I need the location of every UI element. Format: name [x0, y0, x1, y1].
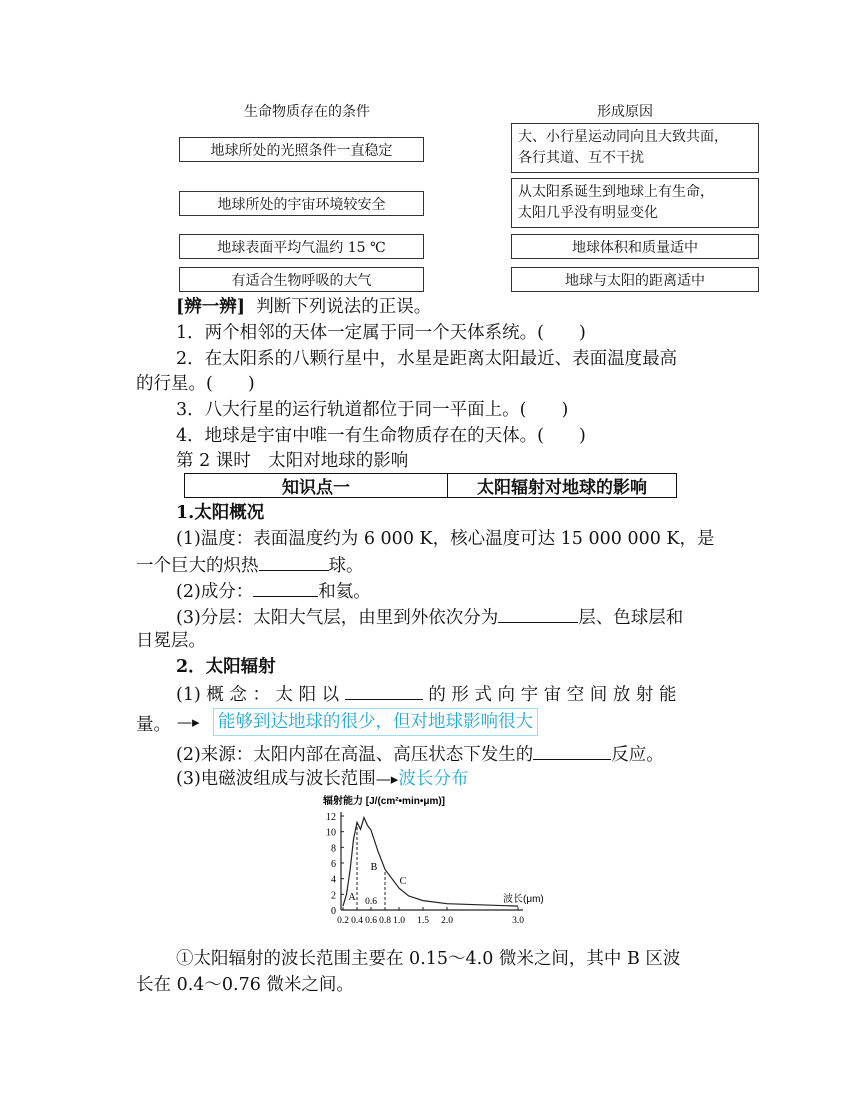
y-axis-label: 辐射能力 [J/(cm²•min•μm)] [323, 796, 446, 807]
fill-blank[interactable] [345, 681, 423, 700]
x-axis-label: 波长(μm) [503, 894, 544, 905]
judge-heading [176, 295, 431, 319]
right-header: 形成原因 [597, 104, 653, 120]
region-mark: 0.6 [365, 897, 377, 907]
x-tick-label: 0.2 [337, 916, 349, 926]
x-tick-label: 0.8 [379, 916, 391, 926]
text: (3)电磁波组成与波长范围 [176, 769, 376, 789]
text: 层、色球层和 [578, 608, 684, 628]
y-tick-label: 0 [331, 906, 336, 917]
x-tick-label: 1.5 [417, 916, 429, 926]
fill-blank[interactable] [533, 741, 611, 760]
reason-line: 从太阳系诞生到地球上有生命， [518, 184, 714, 200]
text: 的 形 式 向 宇 宙 空 间 放 射 能 [428, 685, 677, 705]
reason-box [511, 123, 759, 173]
radiation-chart [315, 788, 555, 938]
spectrum-curve [343, 818, 518, 907]
lesson-title: 第 2 课时 太阳对地球的影响 [176, 451, 409, 471]
judge-item: 1．两个相邻的天体一定属于同一个天体系统。( ) [176, 323, 586, 343]
text: (2)来源：太阳内部在高温、高压状态下发生的 [176, 745, 534, 765]
concept-line-cont: 量。 [136, 715, 171, 735]
reason-box: 地球体积和质量适中 [511, 234, 759, 259]
x-tick-label: 3.0 [512, 916, 524, 926]
y-tick-label: 4 [331, 874, 336, 886]
paragraph-cont: 长在 0.4～0.76 微米之间。 [136, 975, 354, 995]
y-tick-label: 10 [326, 827, 336, 839]
annotation-note: 能够到达地球的很少，但对地球影响很大 [213, 708, 538, 736]
x-tick-label: 1.0 [393, 916, 405, 926]
region-label: A [348, 892, 356, 903]
region-label: B [370, 862, 378, 873]
reason-box: 地球与太阳的距离适中 [511, 267, 759, 292]
reason-line: 大、小行星运动同向且大致共面， [518, 129, 728, 145]
fill-blank[interactable] [259, 552, 329, 571]
judge-intro: 判断下列说法的正误。 [256, 297, 432, 317]
section-title: 2．太阳辐射 [176, 657, 276, 677]
judge-tag: [辨一辨] [176, 297, 246, 317]
knowledge-point: 知识点一 [185, 474, 448, 497]
y-tick-label: 12 [326, 812, 336, 823]
x-tick-label: 0.6 [365, 916, 377, 926]
temperature-line: (1)温度：表面温度约为 6 000 K，核心温度可达 15 000 000 K，是 [176, 529, 715, 549]
fill-blank[interactable] [253, 578, 318, 597]
text: (2)成分： [176, 582, 254, 602]
y-tick-label: 8 [331, 843, 336, 855]
reason-line: 太阳几乎没有明显变化 [518, 205, 658, 221]
knowledge-table [184, 473, 677, 498]
reason-box [511, 178, 759, 228]
composition-line [176, 578, 371, 604]
y-tick-label: 2 [331, 890, 336, 902]
left-header: 生命物质存在的条件 [244, 104, 370, 120]
source-line [176, 741, 664, 767]
paragraph: ①太阳辐射的波长范围主要在 0.15～4.0 微米之间，其中 B 区波 [176, 949, 681, 969]
text: 一个巨大的炽热 [136, 556, 259, 576]
text: (1) 概 念 ： 太 阳 以 [176, 685, 340, 705]
text: 和氦。 [318, 582, 371, 602]
fill-blank[interactable] [498, 604, 578, 623]
temperature-line-cont [136, 552, 364, 578]
text: (3)分层：太阳大气层，由里到外依次分为 [176, 608, 499, 628]
condition-box: 有适合生物呼吸的大气 [179, 267, 424, 292]
arrow-right-icon: —▸ [177, 713, 200, 731]
section-title: 1.太阳概况 [176, 503, 265, 523]
region-label: C [399, 876, 407, 887]
text: 反应。 [611, 745, 664, 765]
judge-item: 3．八大行星的运行轨道都位于同一平面上。( ) [176, 400, 569, 420]
x-tick-label: 0.4 [351, 916, 363, 926]
judge-item: 2．在太阳系的八颗行星中，水星是距离太阳最近、表面温度最高 [176, 349, 678, 369]
judge-item: 4．地球是宇宙中唯一有生命物质存在的天体。( ) [176, 426, 586, 446]
condition-box: 地球表面平均气温约 15 ℃ [179, 234, 424, 259]
concept-line [176, 681, 676, 707]
knowledge-topic: 太阳辐射对地球的影响 [477, 478, 647, 498]
layer-line [176, 604, 683, 630]
reason-line: 各行其道、互不干扰 [518, 150, 644, 166]
y-tick-label: 6 [331, 859, 336, 870]
x-tick-label: 2.0 [441, 916, 453, 926]
layer-line-cont: 日冕层。 [136, 631, 206, 651]
condition-box: 地球所处的宇宙环境较安全 [179, 191, 424, 216]
arrow-right-icon: —▸ [375, 770, 399, 788]
text: 球。 [328, 556, 364, 576]
annotation-note: 波长分布 [398, 769, 469, 789]
condition-box: 地球所处的光照条件一直稳定 [179, 137, 424, 162]
judge-item-cont: 的行星。( ) [136, 374, 255, 394]
